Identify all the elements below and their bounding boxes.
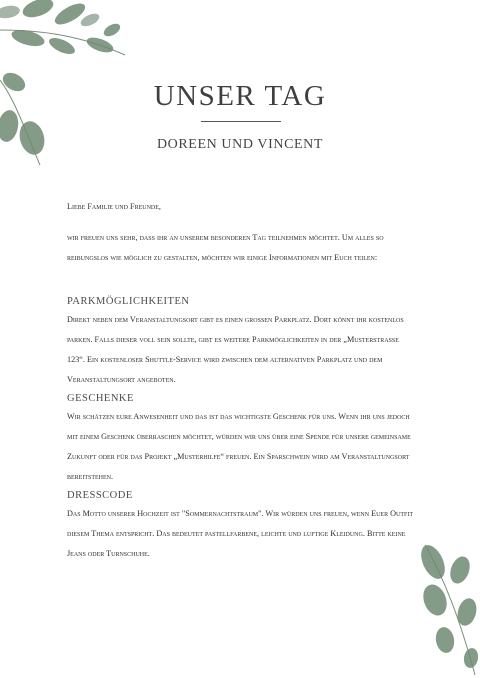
page-title: UNSER TAG [153, 80, 327, 112]
couple-names: DOREEN UND VINCENT [156, 137, 324, 152]
section-gifts [67, 391, 417, 487]
section-text: Das Motto unserer Hochzeit ist "Sommernachtstraum". Wir würden uns freuen, wenn Euer Outfit diesem Thema entspricht. Das bedeutet pastellfarbene, leichte und luftige Kleidung. Bitte keine Jeans oder Turnschuhe. [67, 509, 414, 558]
title-divider [201, 121, 281, 122]
section-heading: GESCHENKE [67, 393, 134, 404]
section-text: Direkt neben dem Veranstaltungsort gibt es einen grossen Parkplatz. Dort könnt ihr kostenlos parken. Falls dieser voll sein sollte, gibt es weitere Parkmöglichkeiten in der „Musterstrasse 123“. Ein kostenloser Shuttle-Service wird zwischen dem alternativen Parkplatz und dem Veranstaltungsort angeboten. [67, 315, 404, 384]
intro-text: wir freuen uns sehr, dass ihr an unserem besonderen Tag teilnehmen möchtet. Um alles so reibungslos wie möglich zu gestalten, möchten wir einige Informationen mit Euch teilen: [67, 233, 384, 262]
section-dresscode [67, 488, 417, 564]
section-text: Wir schätzen eure Anwesenheit und das ist das wichtigste Geschenk für uns. Wenn ihr uns jedoch mit einem Geschenk überraschen möchtet, würden wir uns über eine Spende für unsere gemeinsame Zukunft oder für das Projekt „Musterhilfe“ freuen. Ein Sparschwein wird am Veranstaltungsort bereitstehen. [67, 412, 411, 481]
section-parking [67, 294, 417, 390]
section-heading: PARKMÖGLICHKEITEN [67, 296, 190, 307]
greeting-text: Liebe Familie und Freunde, [67, 202, 161, 211]
section-heading: DRESSCODE [67, 490, 133, 501]
